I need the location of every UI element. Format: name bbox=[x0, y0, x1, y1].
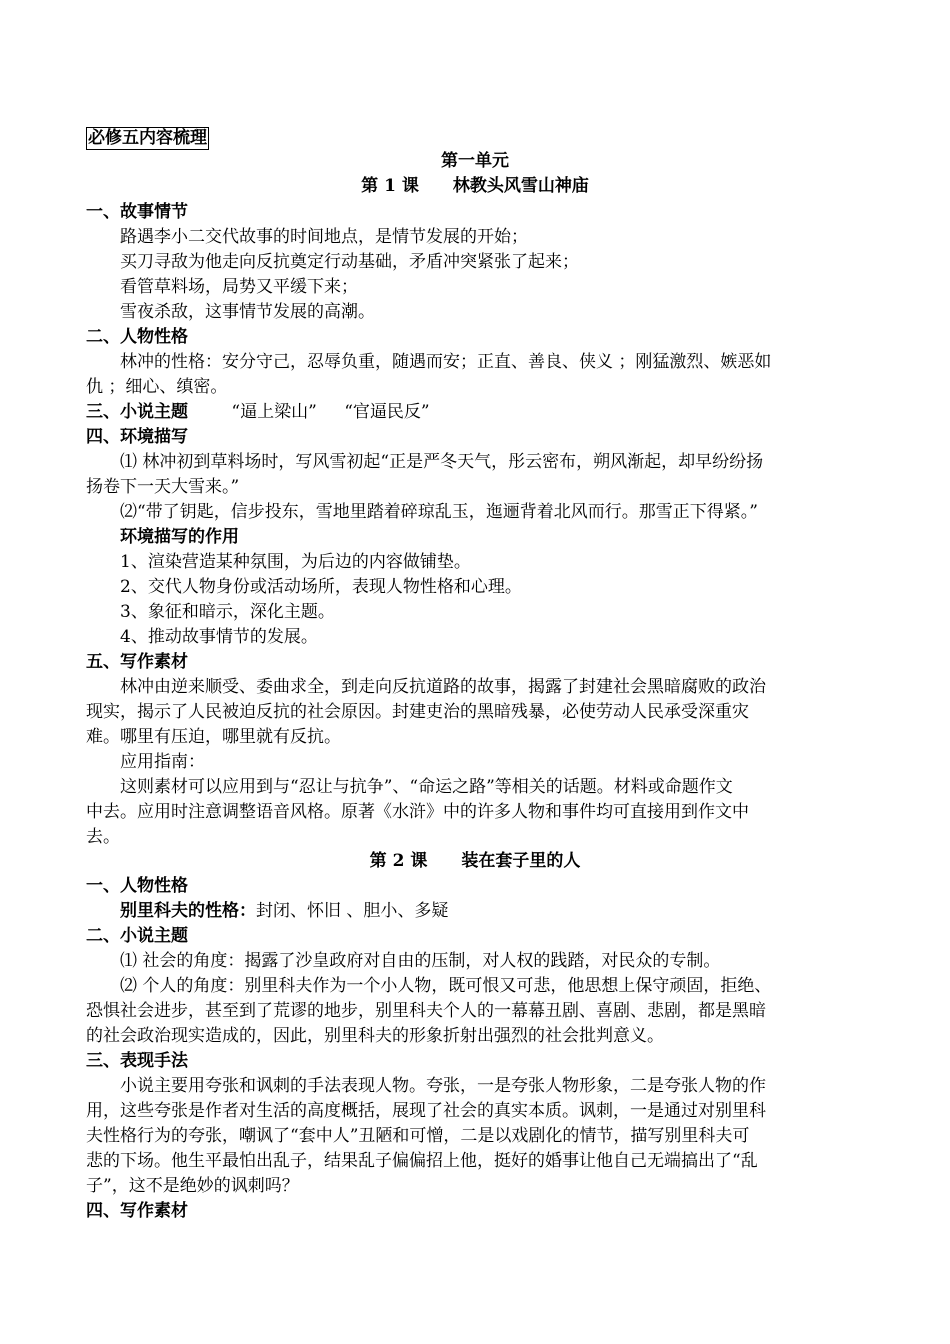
paragraph-line: 仇 ；细心、缜密。 bbox=[86, 377, 228, 397]
paragraph-line: 扬卷下一天大雪来。” bbox=[86, 477, 240, 497]
document-title: 必修五内容梳理 bbox=[88, 128, 207, 148]
paragraph-line: ⑵ 个人的角度：别里科夫作为一个小人物，既可恨又可悲，他思想上保守顽固，拒绝、 bbox=[120, 976, 772, 996]
traits-label: 别里科夫的性格： bbox=[120, 901, 256, 921]
paragraph-line: 的社会政治现实造成的，因此，别里科夫的形象折射出强烈的社会批判意义。 bbox=[86, 1026, 664, 1046]
l1-heading-plot: 一、故事情节 bbox=[86, 202, 188, 222]
paragraph-line: 现实，揭示了人民被迫反抗的社会原因。封建吏治的黑暗残暴，必使劳动人民承受深重灾 bbox=[86, 702, 749, 722]
paragraph-line: 用，这些夸张是作者对生活的高度概括，展现了社会的真实本质。讽刺，一是通过对别里科 bbox=[86, 1101, 766, 1121]
l2-traits-row bbox=[120, 899, 448, 923]
paragraph-line: 中去。应用时注意调整语音风格。原著《水浒》中的许多人物和事件均可直接用到作文中 bbox=[86, 802, 749, 822]
paragraph-line: 买刀寻敌为他走向反抗奠定行动基础，矛盾冲突紧张了起来； bbox=[120, 252, 579, 272]
paragraph-line: ⑴ 林冲初到草料场时，写风雪初起“正是严冬天气，彤云密布，朔风渐起，却早纷纷扬 bbox=[120, 452, 764, 472]
paragraph-line: 林冲由逆来顺受、委曲求全，到走向反抗道路的故事，揭露了封建社会黑暗腐败的政治 bbox=[120, 677, 766, 697]
l1-heading-character: 二、人物性格 bbox=[86, 327, 188, 347]
list-item: 1、渲染营造某种氛围，为后边的内容做铺垫。 bbox=[120, 552, 471, 572]
paragraph-line: ⑵“带了钥匙，信步投东，雪地里踏着碎琼乱玉，迤逦背着北风而行。那雪正下得紧。” bbox=[120, 502, 758, 522]
paragraph-line: ⑴ 社会的角度：揭露了沙皇政府对自由的压制，对人权的践踏，对民众的专制。 bbox=[120, 951, 721, 971]
paragraph-line: 应用指南： bbox=[120, 752, 205, 772]
unit-title: 第一单元 bbox=[441, 151, 509, 171]
theme-item: “官逼民反” bbox=[344, 402, 430, 422]
l2-heading-character: 一、人物性格 bbox=[86, 876, 188, 896]
l1-subheading-env-function: 环境描写的作用 bbox=[120, 527, 239, 547]
l1-heading-environment: 四、环境描写 bbox=[86, 427, 188, 447]
l2-heading-theme: 二、小说主题 bbox=[86, 926, 188, 946]
l2-heading-technique: 三、表现手法 bbox=[86, 1051, 188, 1071]
paragraph-line: 这则素材可以应用到与“忍让与抗争”、“命运之路”等相关的话题。材料或命题作文 bbox=[120, 777, 733, 797]
paragraph-line: 路遇李小二交代故事的时间地点，是情节发展的开始； bbox=[120, 227, 528, 247]
paragraph-line: 难。哪里有压迫，哪里就有反抗。 bbox=[86, 727, 341, 747]
paragraph-line: 子”，这不是绝妙的讽刺吗？ bbox=[86, 1176, 299, 1196]
paragraph-line: 恐惧社会进步，甚至到了荒谬的地步，别里科夫个人的一幕幕丑剧、喜剧、悲剧，都是黑暗 bbox=[86, 1001, 766, 1021]
paragraph-line: 悲的下场。他生平最怕出乱子，结果乱子偏偏招上他，挺好的婚事让他自己无端搞出了“乱 bbox=[86, 1151, 758, 1171]
paragraph-line: 林冲的性格：安分守己，忍辱负重，随遇而安；正直、善良、侠义 ；刚猛激烈、嫉恶如 bbox=[120, 352, 772, 372]
list-item: 3、象征和暗示，深化主题。 bbox=[120, 602, 335, 622]
paragraph-line: 去。 bbox=[86, 827, 120, 847]
paragraph-line: 雪夜杀敌，这事情节发展的高潮。 bbox=[120, 302, 375, 322]
l1-heading-material: 五、写作素材 bbox=[86, 652, 188, 672]
l1-heading-theme: 三、小说主题 bbox=[86, 402, 188, 422]
l1-theme-row bbox=[86, 400, 430, 424]
traits-value: 封闭、怀旧 、胆小、多疑 bbox=[256, 901, 449, 921]
list-item: 2、交代人物身份或活动场所，表现人物性格和心理。 bbox=[120, 577, 522, 597]
paragraph-line: 夫性格行为的夸张，嘲讽了“套中人”丑陋和可憎，二是以戏剧化的情节，描写别里科夫可 bbox=[86, 1126, 750, 1146]
paragraph-line: 看管草料场，局势又平缓下来； bbox=[120, 277, 358, 297]
l2-heading-material: 四、写作素材 bbox=[86, 1201, 188, 1221]
list-item: 4、推动故事情节的发展。 bbox=[120, 627, 318, 647]
paragraph-line: 小说主要用夸张和讽刺的手法表现人物。夸张，一是夸张人物形象，二是夸张人物的作 bbox=[120, 1076, 766, 1096]
theme-item: “逼上梁山” bbox=[231, 402, 317, 422]
lesson1-title: 第 1 课 林教头风雪山神庙 bbox=[361, 176, 589, 196]
lesson2-title: 第 2 课 装在套子里的人 bbox=[369, 851, 581, 871]
